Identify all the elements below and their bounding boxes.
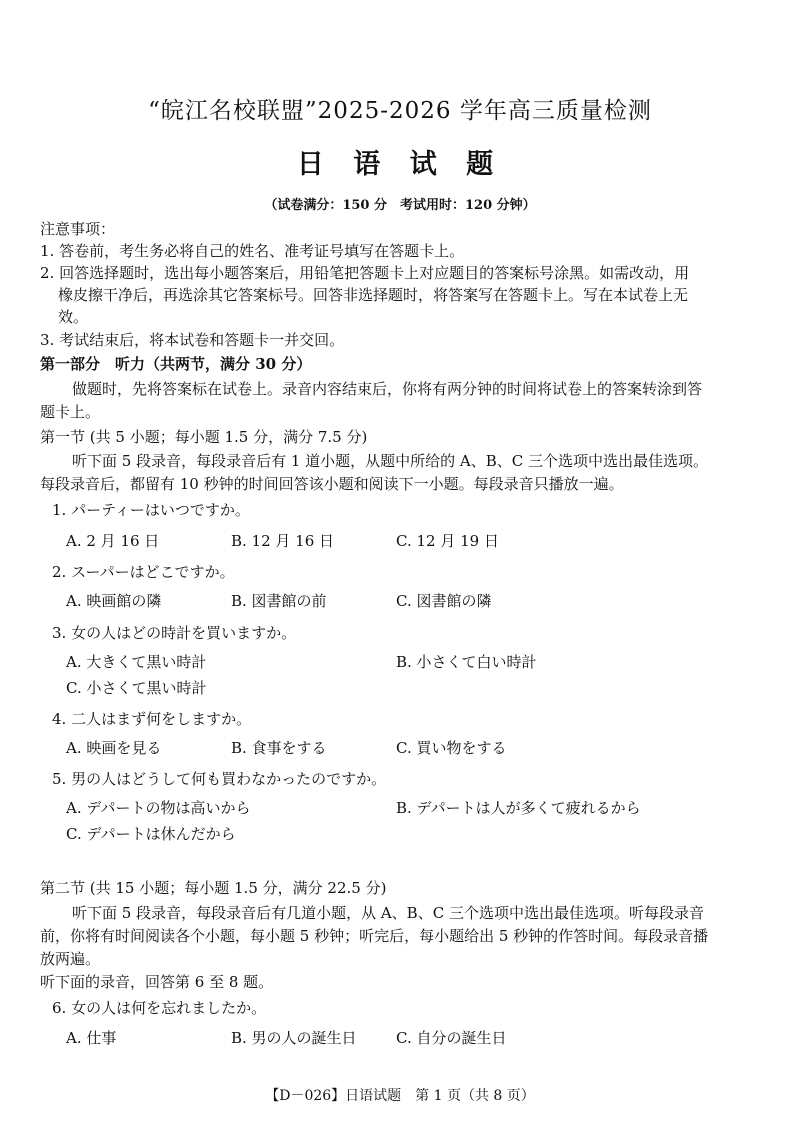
q6-option-b: B. 男の人の誕生日 bbox=[231, 1029, 357, 1047]
exam-title: “皖江名校联盟”2025-2026 学年高三质量检测 bbox=[148, 98, 652, 124]
exam-info: （试卷满分：150 分 考试用时：120 分钟） bbox=[264, 198, 536, 213]
question-6: 6. 女の人は何を忘れましたか。 bbox=[52, 999, 267, 1017]
section1-intro-line2: 每段录音后，都留有 10 秒钟的时间回答该小题和阅读下一小题。每段录音只播放一遍。 bbox=[40, 475, 624, 493]
q4-option-b: B. 食事をする bbox=[231, 739, 327, 757]
q2-option-a: A. 映画館の隣 bbox=[66, 592, 162, 610]
section2-intro-line3: 放两遍。 bbox=[40, 950, 101, 968]
notice-item-2-line1: 2. 回答选择题时，选出每小题答案后，用铅笔把答题卡上对应题目的答案标号涂黑。如需改动，用 bbox=[40, 264, 690, 282]
q3-option-b: B. 小さくて白い時計 bbox=[396, 653, 537, 671]
section1-heading: 第一节 (共 5 小题；每小题 1.5 分，满分 7.5 分) bbox=[40, 428, 368, 446]
q1-option-c: C. 12 月 19 日 bbox=[396, 532, 499, 550]
section2-heading: 第二节 (共 15 小题；每小题 1.5 分，满分 22.5 分) bbox=[40, 879, 387, 897]
question-2: 2. スーパーはどこですか。 bbox=[52, 563, 235, 581]
q6-option-a: A. 仕事 bbox=[66, 1029, 117, 1047]
section2-instruction: 听下面的录音，回答第 6 至 8 题。 bbox=[40, 973, 274, 991]
q1-option-a: A. 2 月 16 日 bbox=[66, 532, 160, 550]
section1-intro-line1: 听下面 5 段录音，每段录音后有 1 道小题，从题中所给的 A、B、C 三个选项中选出最佳选项。 bbox=[72, 452, 709, 470]
notice-item-1: 1. 答卷前，考生务必将自己的姓名、准考证号填写在答题卡上。 bbox=[40, 242, 465, 260]
notice-heading: 注意事项： bbox=[40, 220, 116, 238]
part1-heading: 第一部分 听力（共两节，满分 30 分） bbox=[40, 355, 312, 373]
q5-option-a: A. デパートの物は高いから bbox=[66, 799, 251, 817]
question-3: 3. 女の人はどの時計を買いますか。 bbox=[52, 624, 297, 642]
notice-item-2-line2: 橡皮擦干净后，再选涂其它答案标号。回答非选择题时，将答案写在答题卡上。写在本试卷上无 bbox=[58, 286, 689, 304]
notice-item-2-line3: 效。 bbox=[58, 308, 89, 326]
q6-option-c: C. 自分の誕生日 bbox=[396, 1029, 507, 1047]
q5-option-b: B. デパートは人が多くて疲れるから bbox=[396, 799, 641, 817]
question-5: 5. 男の人はどうして何も買わなかったのですか。 bbox=[52, 770, 387, 788]
q2-option-b: B. 図書館の前 bbox=[231, 592, 327, 610]
section2-intro-line1: 听下面 5 段录音，每段录音后有几道小题，从 A、B、C 三个选项中选出最佳选项。听每段录音 bbox=[72, 904, 704, 922]
q3-option-c: C. 小さくて黒い時計 bbox=[66, 679, 207, 697]
q4-option-c: C. 買い物をする bbox=[396, 739, 507, 757]
question-1: 1. パーティーはいつですか。 bbox=[52, 501, 250, 519]
q2-option-c: C. 図書館の隣 bbox=[396, 592, 492, 610]
q1-option-b: B. 12 月 16 日 bbox=[231, 532, 335, 550]
part1-intro-line1: 做题时，先将答案标在试卷上。录音内容结束后，你将有两分钟的时间将试卷上的答案转涂到答 bbox=[72, 380, 703, 398]
part1-intro-line2: 题卡上。 bbox=[40, 403, 101, 421]
subject-title: 日 语 试 题 bbox=[296, 149, 504, 180]
q4-option-a: A. 映画を見る bbox=[66, 739, 162, 757]
section2-intro-line2: 前，你将有时间阅读各个小题，每小题 5 秒钟；听完后，每小题给出 5 秒钟的作答时间。每段录音播 bbox=[40, 927, 709, 945]
question-4: 4. 二人はまず何をしますか。 bbox=[52, 710, 252, 728]
q3-option-a: A. 大きくて黒い時計 bbox=[66, 653, 207, 671]
q5-option-c: C. デパートは休んだから bbox=[66, 825, 236, 843]
notice-item-3: 3. 考试结束后，将本试卷和答题卡一并交回。 bbox=[40, 331, 345, 349]
page-footer: 【D－026】日语试题 第 1 页（共 8 页） bbox=[265, 1088, 535, 1104]
